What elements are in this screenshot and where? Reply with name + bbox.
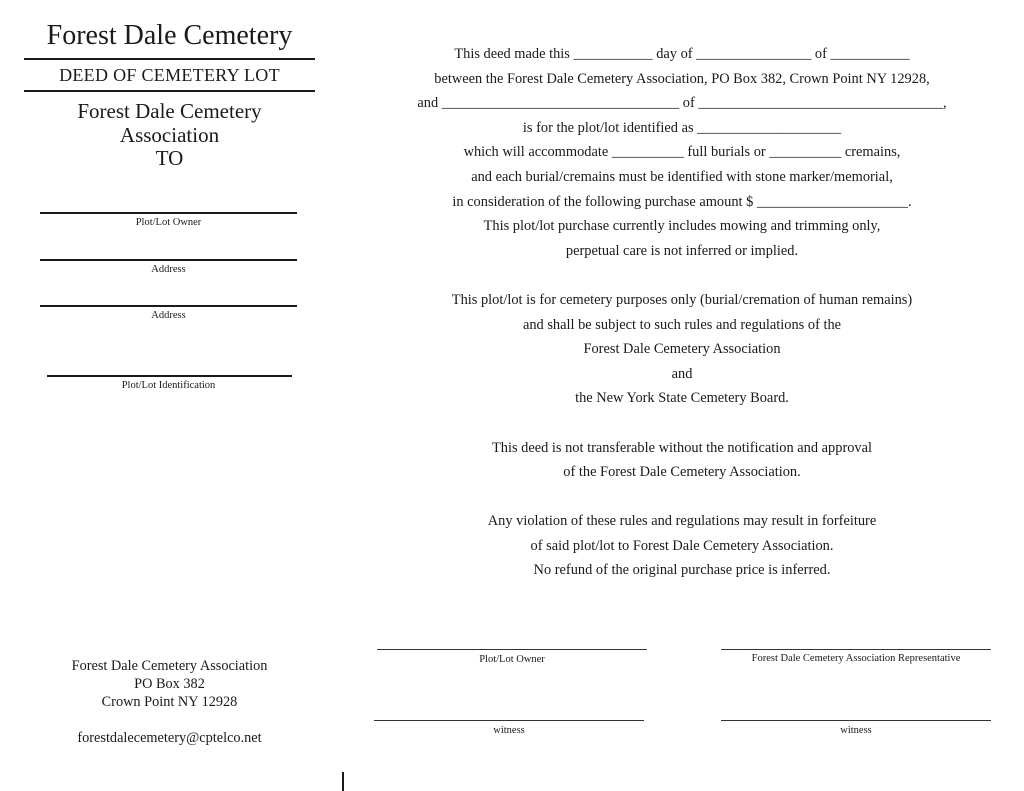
representative-signature-line[interactable] — [721, 649, 991, 650]
deed-line: and _________________________________ of __________________________________, — [417, 95, 947, 112]
deed-line: Any violation of these rules and regulations may result in forfeiture — [487, 513, 877, 530]
deed-line: perpetual care is not inferred or implied. — [565, 242, 799, 259]
deed-line: and — [671, 365, 693, 382]
deed-line: and each burial/cremains must be identified with stone marker/memorial, — [471, 168, 893, 185]
address-field-line[interactable] — [40, 259, 297, 261]
plot-owner-field-label: Plot/Lot Owner — [135, 217, 202, 228]
document-subtitle: DEED OF CEMETERY LOT — [59, 65, 280, 85]
plot-id-field-line[interactable] — [47, 375, 292, 377]
deed-line: This deed is not transferable without the notification and approval — [491, 439, 873, 456]
owner-signature-line[interactable] — [377, 649, 647, 650]
representative-signature-label: Forest Dale Cemetery Association Representative — [751, 653, 961, 664]
contact-email[interactable]: forestdalecemetery@cptelco.net — [77, 730, 262, 746]
witness-right-signature-line[interactable] — [721, 720, 991, 721]
deed-line: This plot/lot purchase currently includes mowing and trimming only, — [483, 218, 881, 235]
grantor-block — [24, 100, 315, 171]
document-title: Forest Dale Cemetery — [46, 20, 293, 51]
deed-line: the New York State Cemetery Board. — [575, 390, 789, 407]
contact-city: Crown Point NY 12928 — [101, 694, 238, 710]
deed-line: is for the plot/lot identified as ____________________ — [522, 119, 842, 136]
deed-line: between the Forest Dale Cemetery Association, PO Box 382, Crown Point NY 12928, — [434, 70, 930, 87]
grantor-line: Association — [119, 122, 220, 147]
witness-left-label: witness — [493, 725, 525, 736]
contact-name: Forest Dale Cemetery Association — [71, 658, 268, 674]
plot-id-field-label: Plot/Lot Identification — [121, 380, 216, 391]
deed-line: which will accommodate __________ full burials or __________ cremains, — [463, 144, 901, 161]
deed-line: in consideration of the following purchase amount $ _____________________. — [452, 193, 912, 210]
text-cursor — [342, 772, 344, 791]
deed-line: Forest Dale Cemetery Association — [583, 341, 781, 358]
deed-line: This deed made this ___________ day of ________________ of ___________ — [454, 46, 910, 62]
deed-line: and shall be subject to such rules and regulations of the — [522, 316, 842, 333]
deed-line: No refund of the original purchase price is inferred. — [533, 562, 831, 579]
owner-signature-label: Plot/Lot Owner — [479, 654, 545, 665]
plot-owner-field-line[interactable] — [40, 212, 297, 214]
address-field-label: Address — [151, 264, 186, 275]
witness-right-label: witness — [840, 725, 872, 736]
contact-block — [24, 657, 315, 747]
witness-left-signature-line[interactable] — [374, 720, 644, 721]
address-field-label-2: Address — [151, 310, 186, 321]
deed-body — [380, 42, 984, 583]
contact-po-box: PO Box 382 — [134, 676, 205, 692]
address-field-line-2[interactable] — [40, 305, 297, 307]
deed-line: of said plot/lot to Forest Dale Cemetery Association. — [530, 537, 834, 554]
deed-line: This plot/lot is for cemetery purposes only (burial/cremation of human remains) — [451, 291, 913, 308]
title-divider — [24, 58, 315, 60]
grantor-line: Forest Dale Cemetery — [77, 99, 262, 123]
subtitle-divider — [24, 90, 315, 92]
grantor-line: TO — [155, 146, 184, 170]
deed-line: of the Forest Dale Cemetery Association. — [563, 464, 801, 481]
